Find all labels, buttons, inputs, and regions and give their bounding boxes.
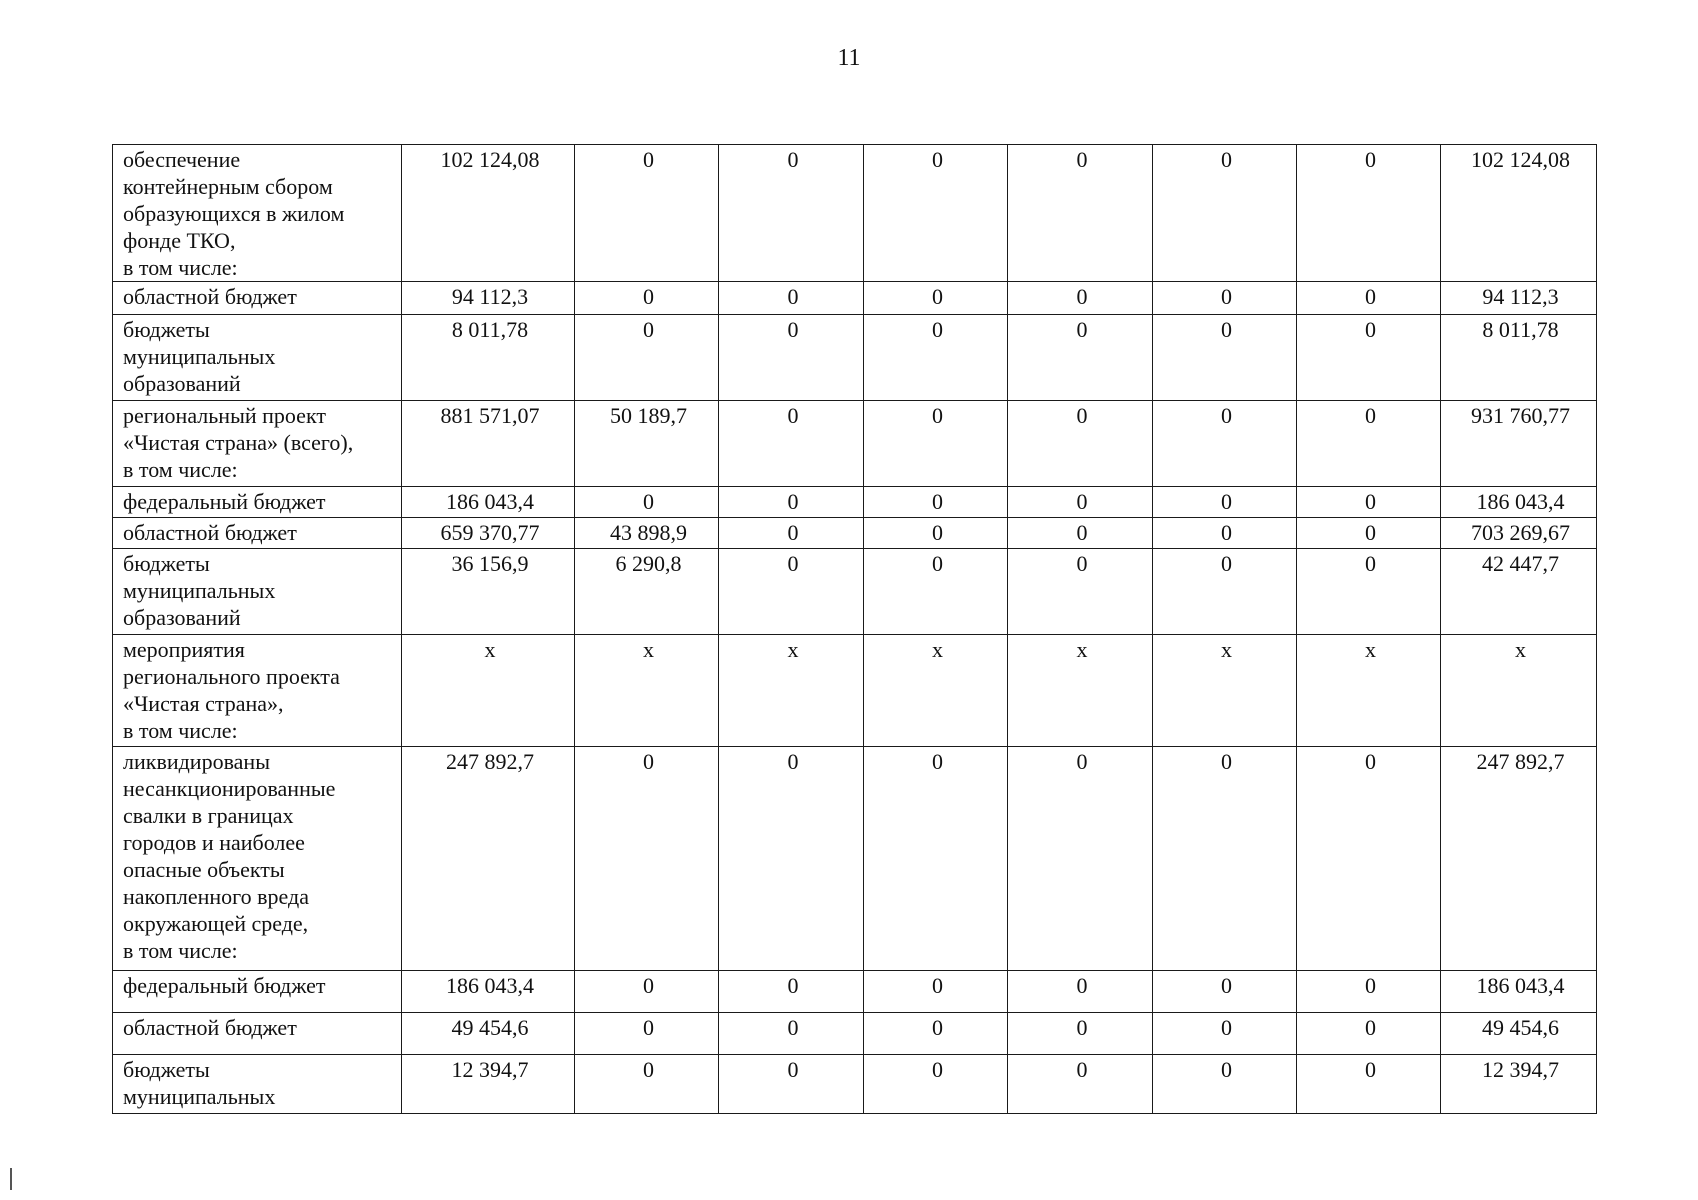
row-total-cell: 8 011,78 — [1441, 315, 1597, 401]
value-cell: 0 — [1153, 401, 1297, 487]
table-row — [113, 747, 1597, 971]
value-cell: 0 — [1297, 401, 1441, 487]
value-cell: х — [575, 635, 719, 747]
value-cell: 0 — [1297, 315, 1441, 401]
row-total-cell: 102 124,08 — [1441, 145, 1597, 282]
value-cell: х — [719, 635, 864, 747]
value-cell: 0 — [1297, 549, 1441, 635]
value-cell: 0 — [575, 1055, 719, 1114]
value-cell: х — [864, 635, 1008, 747]
value-cell: 0 — [719, 282, 864, 315]
value-cell: 0 — [719, 971, 864, 1013]
row-total-cell: 49 454,6 — [1441, 1013, 1597, 1055]
value-cell: 0 — [1008, 971, 1153, 1013]
table-row — [113, 635, 1597, 747]
table-body — [113, 145, 1597, 1114]
value-cell: 0 — [1153, 487, 1297, 518]
value-cell: 0 — [1008, 315, 1153, 401]
value-cell: 0 — [864, 1013, 1008, 1055]
value-cell: х — [1297, 635, 1441, 747]
table-row — [113, 1055, 1597, 1114]
value-cell: 0 — [1008, 401, 1153, 487]
value-cell: 0 — [1008, 145, 1153, 282]
table-row — [113, 145, 1597, 282]
value-cell: 0 — [1008, 518, 1153, 549]
table-row — [113, 282, 1597, 315]
value-cell: 0 — [1297, 145, 1441, 282]
value-cell: 0 — [1008, 549, 1153, 635]
value-cell: 0 — [864, 747, 1008, 971]
table-row — [113, 487, 1597, 518]
value-cell: 0 — [1297, 747, 1441, 971]
value-cell: 0 — [1153, 971, 1297, 1013]
table-row — [113, 315, 1597, 401]
value-cell: 0 — [1008, 282, 1153, 315]
value-cell: 8 011,78 — [402, 315, 575, 401]
value-cell: 0 — [1153, 315, 1297, 401]
row-total-cell: 42 447,7 — [1441, 549, 1597, 635]
table-row — [113, 518, 1597, 549]
row-label: областной бюджет — [113, 1013, 402, 1055]
value-cell: 0 — [1297, 1013, 1441, 1055]
value-cell: 0 — [1297, 282, 1441, 315]
value-cell: 0 — [1008, 487, 1153, 518]
table-row — [113, 971, 1597, 1013]
value-cell: 247 892,7 — [402, 747, 575, 971]
value-cell: х — [1153, 635, 1297, 747]
row-total-cell: х — [1441, 635, 1597, 747]
row-total-cell: 186 043,4 — [1441, 971, 1597, 1013]
value-cell: 0 — [719, 487, 864, 518]
value-cell: 12 394,7 — [402, 1055, 575, 1114]
row-total-cell: 931 760,77 — [1441, 401, 1597, 487]
table-row — [113, 549, 1597, 635]
value-cell: 0 — [1297, 518, 1441, 549]
value-cell: 881 571,07 — [402, 401, 575, 487]
value-cell: 49 454,6 — [402, 1013, 575, 1055]
value-cell: 0 — [719, 747, 864, 971]
value-cell: 0 — [719, 1055, 864, 1114]
value-cell: 0 — [1008, 1055, 1153, 1114]
scan-edge-mark — [10, 1168, 12, 1190]
value-cell: 0 — [575, 145, 719, 282]
row-total-cell: 186 043,4 — [1441, 487, 1597, 518]
value-cell: 0 — [1153, 518, 1297, 549]
value-cell: 102 124,08 — [402, 145, 575, 282]
value-cell: 0 — [1153, 549, 1297, 635]
row-total-cell: 703 269,67 — [1441, 518, 1597, 549]
value-cell: 0 — [864, 401, 1008, 487]
value-cell: 0 — [575, 315, 719, 401]
value-cell: 0 — [864, 282, 1008, 315]
value-cell: 0 — [575, 747, 719, 971]
value-cell: 0 — [575, 971, 719, 1013]
row-label: мероприятия регионального проекта «Чистая страна», в том числе: — [113, 635, 402, 747]
value-cell: 0 — [1153, 1013, 1297, 1055]
value-cell: х — [402, 635, 575, 747]
value-cell: 0 — [1153, 1055, 1297, 1114]
value-cell: 0 — [719, 549, 864, 635]
budget-table — [112, 144, 1597, 1114]
row-label: областной бюджет — [113, 282, 402, 315]
value-cell: 0 — [719, 145, 864, 282]
value-cell: 50 189,7 — [575, 401, 719, 487]
row-total-cell: 94 112,3 — [1441, 282, 1597, 315]
value-cell: 0 — [1297, 487, 1441, 518]
row-label: ликвидированы несанкционированные свалки в границах городов и наиболее опасные объекты накопленного вреда окружающей среде, в том числе: — [113, 747, 402, 971]
row-label: федеральный бюджет — [113, 971, 402, 1013]
value-cell: 659 370,77 — [402, 518, 575, 549]
value-cell: 0 — [1008, 1013, 1153, 1055]
row-label: федеральный бюджет — [113, 487, 402, 518]
value-cell: 0 — [864, 487, 1008, 518]
table-row — [113, 401, 1597, 487]
value-cell: 0 — [1297, 971, 1441, 1013]
value-cell: 0 — [1153, 145, 1297, 282]
value-cell: 0 — [864, 971, 1008, 1013]
value-cell: 0 — [1153, 747, 1297, 971]
value-cell: 0 — [719, 518, 864, 549]
row-label: бюджеты муниципальных — [113, 1055, 402, 1114]
value-cell: 0 — [1297, 1055, 1441, 1114]
row-label: областной бюджет — [113, 518, 402, 549]
value-cell: 0 — [864, 518, 1008, 549]
value-cell: 0 — [864, 549, 1008, 635]
row-total-cell: 12 394,7 — [1441, 1055, 1597, 1114]
value-cell: 6 290,8 — [575, 549, 719, 635]
value-cell: 0 — [864, 315, 1008, 401]
value-cell: 186 043,4 — [402, 971, 575, 1013]
row-label: бюджеты муниципальных образований — [113, 549, 402, 635]
value-cell: 0 — [719, 315, 864, 401]
value-cell: 0 — [1153, 282, 1297, 315]
value-cell: 0 — [864, 1055, 1008, 1114]
value-cell: 0 — [575, 282, 719, 315]
row-label: бюджеты муниципальных образований — [113, 315, 402, 401]
value-cell: 0 — [575, 1013, 719, 1055]
table-row — [113, 1013, 1597, 1055]
value-cell: 0 — [719, 1013, 864, 1055]
value-cell: х — [1008, 635, 1153, 747]
value-cell: 0 — [575, 487, 719, 518]
row-label: обеспечение контейнерным сбором образующихся в жилом фонде ТКО, в том числе: — [113, 145, 402, 282]
value-cell: 94 112,3 — [402, 282, 575, 315]
value-cell: 0 — [1008, 747, 1153, 971]
value-cell: 0 — [719, 401, 864, 487]
value-cell: 43 898,9 — [575, 518, 719, 549]
row-total-cell: 247 892,7 — [1441, 747, 1597, 971]
page-number: 11 — [837, 45, 861, 71]
row-label: региональный проект «Чистая страна» (всего), в том числе: — [113, 401, 402, 487]
value-cell: 186 043,4 — [402, 487, 575, 518]
value-cell: 36 156,9 — [402, 549, 575, 635]
value-cell: 0 — [864, 145, 1008, 282]
